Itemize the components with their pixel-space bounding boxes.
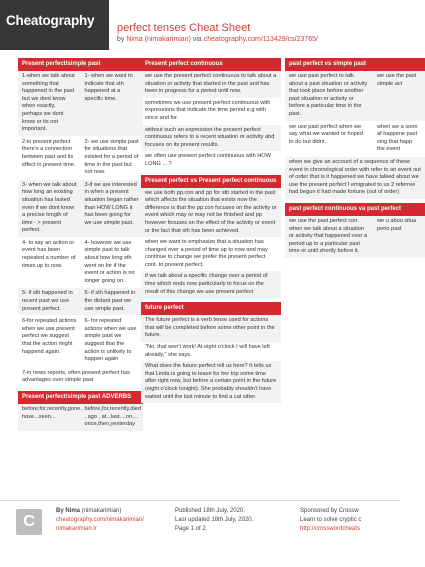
sheet-url-link[interactable]: cheatography.com/113429/cs/23765/ <box>203 36 318 43</box>
adverbs-simple-past: before,for,recently,died , ago , at...last....on.... once,then,yesterday <box>84 405 141 428</box>
box-title-present-perfect-continuous: Present perfect continuous <box>141 58 281 71</box>
box-title-future-perfect: future perfect <box>141 302 281 315</box>
present-perfect-cell: 3- when we talk about how long an existing situation has lasted even if we dont know a precise length of time - > present perfect. <box>22 181 77 234</box>
column-2 <box>141 58 281 403</box>
footer-author <box>56 507 144 534</box>
simple-past-cell: 3-if we are interested in when a present situation began rather than HOW LONG it has been going for we use simple past. <box>84 181 139 226</box>
footer-author-name: By Nima <box>56 508 81 514</box>
present-perfect-cell: 2-in present perfect there's a connection between past and its effect in present time. <box>22 138 76 168</box>
present-perfect-cell: 5- if sth happened in recent past we use present perfect. <box>22 290 73 312</box>
table-row <box>18 137 143 180</box>
simple-past-cell: 1- when we want to indicate that sth happened at a specific time. <box>84 73 133 102</box>
cheatography-c-icon: C <box>16 509 42 535</box>
author-link[interactable]: Nima (nimakarimian) <box>126 36 191 43</box>
footer-sponsor <box>300 507 400 534</box>
ppsp-left-2: we use past perfect when we say what we wanted or hoped to do but didnt. <box>289 123 364 145</box>
pp-vs-ppc-text-3: if we talk about a specific change over a period of time which ends now particularly to focus on the result of this change we use present perfect <box>141 271 281 298</box>
footer-author-handle: (nimakarimian) <box>81 508 122 514</box>
ppc-past-row-1 <box>285 216 425 259</box>
future-perfect-text-1: The future perfect is a verb tense used for actions that will be completed before some other point in the future. <box>141 315 281 342</box>
pp-vs-ppc-text-1: we use both pp.con and pp for sth started in the past which affects the situation that exists now the difference is that the pp.con focuses on the activity or event which may or may not be finished and pp however focuses on the effect of the activity or event or the fact that sth has been achieved. <box>141 188 281 238</box>
present-perfect-cell: 1-when we talk about something that happened in the past but we dont know when exactly, perhaps we dont know or its not important. <box>22 73 75 133</box>
updated-date: Last updated 18th July, 2020. <box>175 517 254 523</box>
logo-text: Cheatography <box>6 13 95 28</box>
via-text: via <box>190 36 204 43</box>
footer-dates <box>175 507 253 534</box>
footer-author-url[interactable]: cheatography.com/nimakarimian/ <box>56 517 144 523</box>
cheatography-logo[interactable] <box>0 0 109 50</box>
table-row <box>18 238 143 289</box>
comparison-table <box>18 71 143 367</box>
sponsor-url[interactable]: http://crosswordcheats <box>300 526 361 532</box>
ppsp-left-1: we use past perfect to talk about a past situation or activity that took place before another past situation or activity or before a particular time in the past. <box>289 73 368 117</box>
simple-past-cell: 4- however we use simple past to talk about how long sth went on for if the event or action is no longer going on. <box>84 239 135 284</box>
column-3 <box>285 58 421 259</box>
footer-author-site[interactable]: nimakarimian.ir <box>56 526 97 532</box>
sponsor-name: Sponsored by Crossw <box>300 508 359 514</box>
adverbs-row <box>18 404 143 432</box>
sponsor-line: Learn to solve cryptic c <box>300 517 362 523</box>
header <box>0 0 400 50</box>
box-title-past-perfect-vs-simple-past: past perfect vs simple past <box>285 58 425 71</box>
ppc-past-left-1: we use the past perfect con. when we talk about a situation or activity that happened over a period up to a particular past time or until shortly before it. <box>289 217 368 255</box>
pp-vs-ppc-text-2: when we want to emphasize that a situation has changed over a period of time up to now and may continue to change we prefer the present perfect cont. to present perfect. <box>145 239 268 268</box>
box-title-pp-vs-ppc: Present perfect vs Present perfect continuous <box>141 175 281 188</box>
present-perfect-cell: 4- to say an action or event has been repeated a number of times up to now. <box>22 239 76 269</box>
simple-past-cell: 6- for repeated actions when we use simple past we suggest that the action is unlikely to happen again <box>84 318 137 363</box>
ppsp-text-3: when we give an account of a sequence of these event in chronological order with refer to an event out of order that is it happened we have talked about we use the present perfect I emigrated to us 2 referree had begun it had made fortune (out of order) <box>285 157 425 199</box>
box-title-adverbs: Present perfect/simple past ADVERBS <box>18 391 143 404</box>
ppsp-row-1 <box>285 71 425 122</box>
ppsp-row-2 <box>285 122 425 157</box>
footer <box>0 500 400 567</box>
news-note: 7-in news reports, often present perfect has advantages over simple past <box>22 369 130 384</box>
simple-past-cell: 2- we use simple past for situations that existed for a period of time in the past but not now. <box>84 138 139 176</box>
ppsp-right-2: when we a soon af happene past sing that happ the event <box>377 123 418 153</box>
ppsp-right-1: we use the past simple act <box>377 73 417 87</box>
table-row <box>18 288 143 316</box>
present-perfect-cell: 6-for repeated actions when we use present perfect we suggest that the action might happend again. <box>22 318 77 355</box>
table-row <box>18 71 143 137</box>
by-prefix: by <box>117 36 127 43</box>
published-date: Published 18th July, 2020. <box>175 508 245 514</box>
future-perfect-text-2: "No, that won't work! At eight o'clock I will have left already," she says. <box>145 344 270 358</box>
ppc-text-2: sometimes we use present perfect continuous with expressions that indicate the time period e.g with since and for. <box>145 99 271 121</box>
ppc-text-1: we use the present perfect continuous to talk about a situation or activity that started in the past and has been in progress for a period until now. <box>141 71 281 98</box>
page-count: Page 1 of 2. <box>175 526 208 532</box>
sheet-byline <box>117 36 318 43</box>
ppc-text-3: without such an expression the present perfect continuous refers to a recent situation or activity abd focuses on its present results. <box>141 125 281 152</box>
simple-past-cell: 5- if sth happened in the distant past we use simple past. <box>84 290 136 312</box>
adverbs-present-perfect: before,for,recently,gone, have...seen... <box>22 405 82 420</box>
ppc-text-4: we often use present perfect continuous with HOW LONG ... ? <box>145 153 271 167</box>
box-title-past-perfect-continuous: past perfect continuous va past perfect <box>285 203 425 216</box>
table-row <box>18 180 143 238</box>
future-perfect-text-3: What does the future perfect tell us here? It tells us that Linda is going to leave for her trip some time after right now, but before a certain point in the future (eight o'clock tonight). She probably shouldn't have waited until the last minute to find a cat sitter. <box>141 361 281 403</box>
ppc-past-right-1: we u abou situa perio past <box>377 217 417 232</box>
column-1 <box>18 58 143 432</box>
sheet-title: perfect tenses Cheat Sheet <box>117 22 251 34</box>
box-title-present-perfect-simple-past: Present perfect/simple past <box>18 58 143 71</box>
table-row <box>18 316 143 367</box>
